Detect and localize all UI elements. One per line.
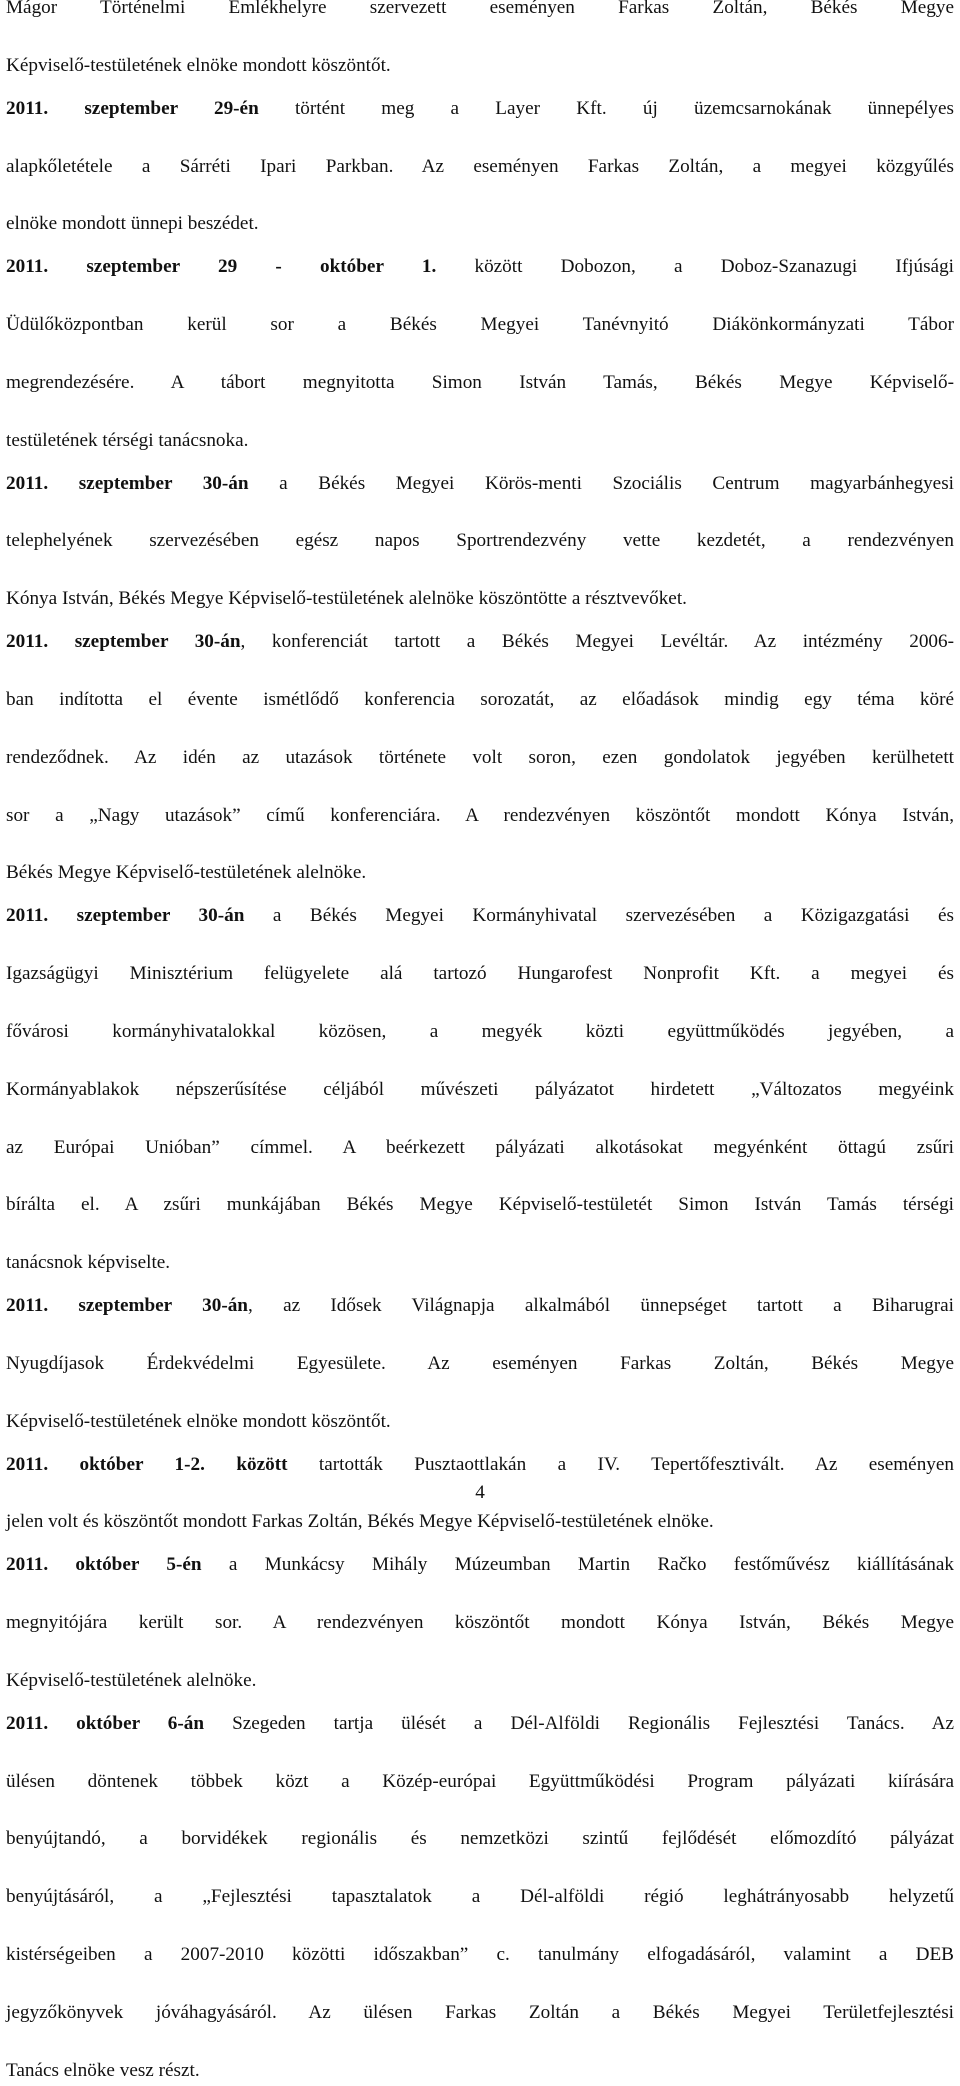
text-run: sor a „Nagy utazások” című konferenciára. A rendezvényen köszöntőt mondott Kónya István, [6, 804, 954, 826]
paragraph-line [6, 1408, 954, 1437]
paragraph-line [6, 2057, 954, 2086]
paragraph-line [6, 1350, 954, 1408]
text-run: Szegeden tartja ülését a Dél-Alföldi Regionális Fejlesztési Tanács. Az [204, 1712, 955, 1734]
paragraph-line [6, 628, 954, 686]
paragraph-line [6, 1076, 954, 1134]
paragraph-line [6, 1191, 954, 1249]
text-run: Kónya István, Békés Megye Képviselő-testületének alelnöke köszöntötte a résztvevőket. [6, 588, 687, 610]
paragraph-line [6, 527, 954, 585]
entry-date: 2011. szeptember 30-án [6, 631, 241, 653]
text-run: Kormányablakok népszerűsítése céljából művészeti pályázatot hirdetett „Változatos megyéink [6, 1078, 954, 1100]
paragraph-line [6, 1609, 954, 1667]
text-run: benyújtásáról, a „Fejlesztési tapasztalatok a Dél-alföldi régió leghátrányosabb helyzetű [6, 1886, 954, 1908]
paragraph-line [6, 210, 954, 239]
paragraph-line [6, 1825, 954, 1883]
text-run: a Békés Megyei Kormányhivatal szervezésében a Közigazgatási és [244, 905, 954, 927]
entry-date: 2011. szeptember 30-án [6, 905, 245, 927]
text-run: Igazságügyi Minisztérium felügyelete alá tartozó Hungarofest Nonprofit Kft. a megyei és [6, 963, 954, 985]
text-run: ülésen döntenek többek közt a Közép-európai Együttműködési Program pályázati kiírására [6, 1770, 954, 1792]
paragraph-line [6, 153, 954, 211]
paragraph-line [6, 902, 954, 960]
text-run: megnyitójára került sor. A rendezvényen köszöntőt mondott Kónya István, Békés Megye [6, 1612, 954, 1634]
paragraph-line [6, 95, 954, 153]
entry-date: 2011. október 1-2. között [6, 1453, 288, 1475]
text-run: tanácsnok képviselte. [6, 1252, 171, 1274]
paragraph-line [6, 1710, 954, 1768]
text-run: jegyzőkönyvek jóváhagyásáról. Az ülésen Farkas Zoltán a Békés Megyei Területfejlesztési [6, 2001, 954, 2023]
paragraph-line [6, 52, 954, 81]
text-run: történt meg a Layer Kft. új üzemcsarnokának ünnepélyes [258, 97, 954, 119]
entry-date: 2011. szeptember 30-án [6, 1295, 248, 1317]
paragraph-line [6, 253, 954, 311]
text-run: bírálta el. A zsűri munkájában Békés Megye Képviselő-testületét Simon István Tamás térségi [6, 1194, 954, 1216]
paragraph-line [6, 1999, 954, 2057]
text-run: Képviselő-testületének elnöke mondott köszöntőt. [6, 1410, 391, 1432]
text-run: alapkőletétele a Sárréti Ipari Parkban. Az eseményen Farkas Zoltán, a megyei közgyűlés [6, 155, 954, 177]
text-run: elnöke mondott ünnepi beszédet. [6, 213, 259, 235]
text-run: Képviselő-testületének alelnöke. [6, 1669, 257, 1691]
paragraph-line [6, 427, 954, 456]
paragraph-line [6, 1508, 954, 1537]
paragraph-line [6, 1292, 954, 1350]
paragraph-line [6, 1768, 954, 1826]
text-run: Tanács elnöke vesz részt. [6, 2059, 200, 2081]
paragraph-line [6, 0, 954, 52]
text-run: telephelyének szervezésében egész napos Sportrendezvény vette kezdetét, a rendezvényen [6, 530, 954, 552]
text-run: Képviselő-testületének elnöke mondott köszöntőt. [6, 54, 391, 76]
text-run: tartották Pusztaottlakán a IV. Tepertőfesztivált. Az eseményen [287, 1453, 954, 1475]
paragraph-line [6, 470, 954, 528]
paragraph-line [6, 1551, 954, 1609]
text-run: benyújtandó, a borvidékek regionális és nemzetközi szintű fejlődését előmozdító pályázat [6, 1828, 954, 1850]
text-run: fővárosi kormányhivatalokkal közösen, a megyék közti együttműködés jegyében, a [6, 1020, 954, 1042]
text-run: Mágor Történelmi Emlékhelyre szervezett eseményen Farkas Zoltán, Békés Megye [6, 0, 954, 18]
text-run: a Munkácsy Mihály Múzeumban Martin Račko festőművész kiállításának [201, 1554, 954, 1576]
paragraph-line [6, 369, 954, 427]
entry-date: 2011. szeptember 30-án [6, 472, 249, 494]
page-number: 4 [475, 1482, 485, 1503]
paragraph-line [6, 1941, 954, 1999]
entry-date: 2011. október 5-én [6, 1554, 202, 1576]
paragraph-line [6, 1134, 954, 1192]
entry-date: 2011. szeptember 29 - október 1. [6, 256, 437, 278]
paragraph-line [6, 686, 954, 744]
paragraph-line [6, 960, 954, 1018]
entry-date: 2011. október 6-án [6, 1712, 205, 1734]
paragraph-line [6, 311, 954, 369]
paragraph-line [6, 859, 954, 888]
paragraph-line [6, 802, 954, 860]
text-run: jelen volt és köszöntőt mondott Farkas Zoltán, Békés Megye Képviselő-testületének elnöke. [6, 1511, 714, 1533]
text-run: a Békés Megyei Körös-menti Szociális Centrum magyarbánhegyesi [248, 472, 954, 494]
text-run: , konferenciát tartott a Békés Megyei Levéltár. Az intézmény 2006- [240, 631, 954, 653]
paragraph-line [6, 1667, 954, 1696]
paragraph-line [6, 744, 954, 802]
paragraph-line [6, 1018, 954, 1076]
text-run: Békés Megye Képviselő-testületének alelnöke. [6, 862, 367, 884]
text-run: rendeződnek. Az idén az utazások története volt soron, ezen gondolatok jegyében kerülhetett [6, 746, 954, 768]
text-run: Üdülőközpontban kerül sor a Békés Megyei Tanévnyitó Diákönkormányzati Tábor [6, 314, 954, 336]
paragraph-line [6, 1249, 954, 1278]
text-run: ban indította el évente ismétlődő konferencia sorozatát, az előadások mindig egy téma köré [6, 688, 954, 710]
text-run: az Európai Unióban” címmel. A beérkezett pályázati alkotásokat megyénként öttagú zsűri [6, 1136, 954, 1158]
text-run: megrendezésére. A tábort megnyitotta Simon István Tamás, Békés Megye Képviselő- [6, 371, 954, 393]
text-run: Nyugdíjasok Érdekvédelmi Egyesülete. Az eseményen Farkas Zoltán, Békés Megye [6, 1352, 954, 1374]
entry-date: 2011. szeptember 29-én [6, 97, 259, 119]
paragraph-line [6, 1883, 954, 1941]
paragraph-line [6, 585, 954, 614]
text-run: , az Idősek Világnapja alkalmából ünnepséget tartott a Biharugrai [247, 1295, 955, 1317]
text-run: testületének térségi tanácsnoka. [6, 429, 249, 451]
text-run: kistérségeiben a 2007-2010 közötti időszakban” c. tanulmány elfogadásáról, valamint a DEB [6, 1944, 954, 1966]
text-run: között Dobozon, a Doboz-Szanazugi Ifjúsági [436, 256, 955, 278]
